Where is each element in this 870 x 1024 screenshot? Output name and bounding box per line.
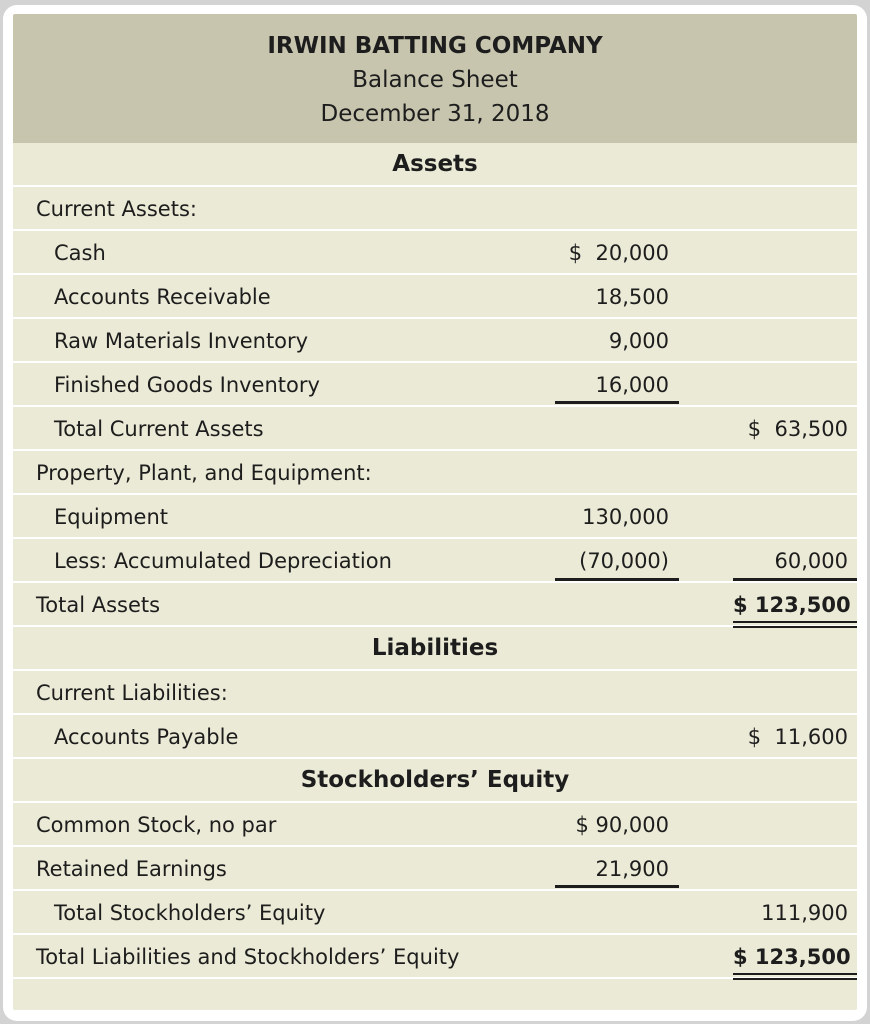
row-current-liabilities: [13, 671, 857, 715]
row-label: Equipment: [54, 505, 168, 529]
row-total: $ 63,500: [747, 417, 848, 441]
double-underline: [733, 621, 857, 623]
row-label: Current Liabilities:: [36, 681, 228, 705]
row-amount: 9,000: [608, 329, 669, 353]
row-amount: 18,500: [595, 285, 669, 309]
row-retained-earnings: [13, 847, 857, 891]
balance-sheet-table: [13, 14, 857, 1010]
row-amount: $ 90,000: [575, 813, 669, 837]
row-label: Current Assets:: [36, 197, 197, 221]
equity-heading: Stockholders’ Equity: [300, 767, 570, 793]
row-total: $ 123,500: [733, 945, 851, 969]
row-amount: 21,900: [595, 857, 669, 881]
balance-sheet-card: [3, 5, 867, 1021]
row-equipment: [13, 495, 857, 539]
liabilities-section-header: [13, 627, 857, 671]
row-label: Retained Earnings: [36, 857, 227, 881]
row-amount: 130,000: [582, 505, 669, 529]
assets-heading: Assets: [392, 151, 478, 177]
assets-section-header: [13, 143, 857, 187]
row-total-equity: [13, 891, 857, 935]
row-accounts-receivable: [13, 275, 857, 319]
row-label: Total Stockholders’ Equity: [54, 901, 326, 925]
row-ppe: [13, 451, 857, 495]
company-name: IRWIN BATTING COMPANY: [267, 33, 603, 59]
liabilities-heading: Liabilities: [371, 635, 499, 661]
row-accumulated-depreciation: [13, 539, 857, 583]
row-common-stock: [13, 803, 857, 847]
equity-section-header: [13, 759, 857, 803]
statement-title: Balance Sheet: [352, 67, 518, 93]
row-cash: [13, 231, 857, 275]
statement-header: [13, 14, 857, 143]
row-label: Total Assets: [36, 593, 161, 617]
row-label: Accounts Payable: [54, 725, 239, 749]
subtotal-underline: [555, 885, 679, 888]
row-total: $ 123,500: [733, 593, 851, 617]
subtotal-underline: [555, 401, 679, 404]
row-total: 111,900: [761, 901, 848, 925]
row-label: Less: Accumulated Depreciation: [54, 549, 392, 573]
row-label: Common Stock, no par: [36, 813, 277, 837]
subtotal-underline: [733, 578, 857, 581]
row-label: Cash: [54, 241, 106, 265]
row-total: 60,000: [774, 549, 848, 573]
row-label: Total Liabilities and Stockholders’ Equity: [36, 945, 460, 969]
double-underline: [733, 978, 857, 980]
row-accounts-payable: [13, 715, 857, 759]
row-total: $ 11,600: [747, 725, 848, 749]
row-raw-materials: [13, 319, 857, 363]
row-label: Accounts Receivable: [54, 285, 271, 309]
row-label: Total Current Assets: [54, 417, 264, 441]
row-finished-goods: [13, 363, 857, 407]
row-total-assets: [13, 583, 857, 627]
subtotal-underline: [555, 578, 679, 581]
row-label: Property, Plant, and Equipment:: [36, 461, 372, 485]
row-total-liabilities-equity: [13, 935, 857, 979]
row-label: Finished Goods Inventory: [54, 373, 320, 397]
row-amount: 16,000: [595, 373, 669, 397]
row-total-current-assets: [13, 407, 857, 451]
double-underline: [733, 973, 857, 975]
statement-date: December 31, 2018: [320, 101, 550, 127]
row-amount: (70,000): [579, 549, 669, 573]
row-amount: $ 20,000: [568, 241, 669, 265]
row-current-assets: [13, 187, 857, 231]
row-label: Raw Materials Inventory: [54, 329, 309, 353]
